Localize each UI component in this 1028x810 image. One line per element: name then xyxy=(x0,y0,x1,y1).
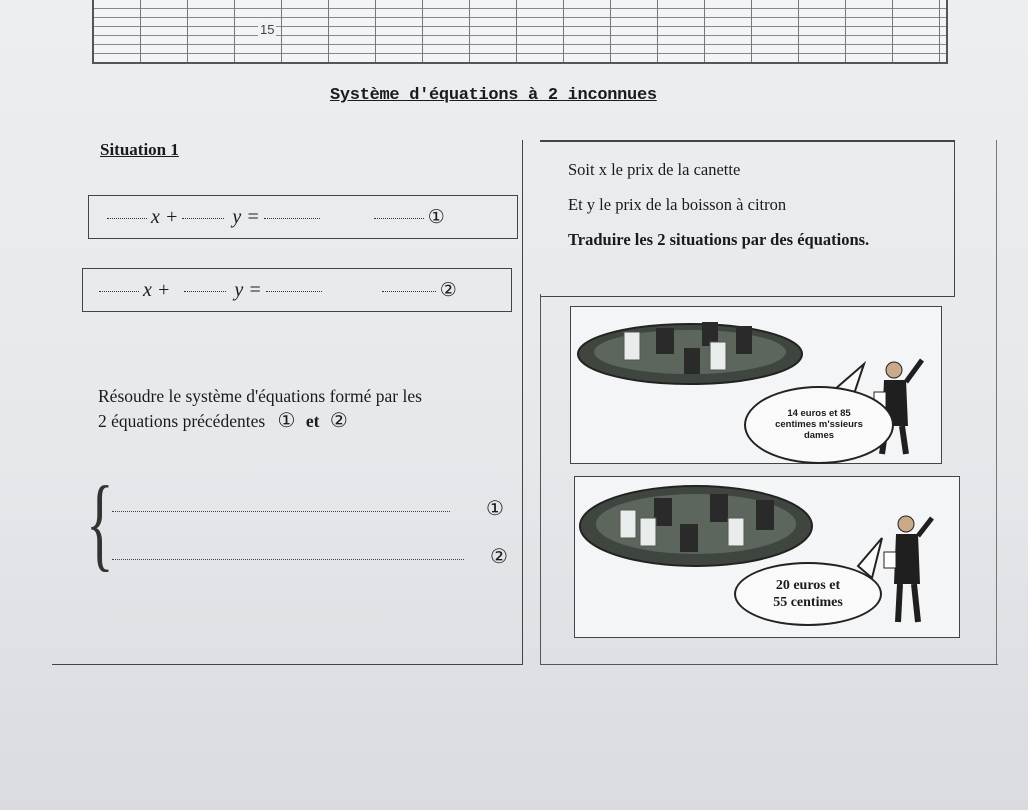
bubble-2-line-2: 55 centimes xyxy=(773,595,843,610)
glass-icon xyxy=(620,510,636,538)
definition-x: Soit x le prix de la canette xyxy=(568,160,741,179)
bubble-2-line-1: 20 euros et xyxy=(775,578,841,593)
right-frame-left xyxy=(540,294,541,664)
system-brace: { xyxy=(86,464,114,581)
can-icon xyxy=(654,498,672,526)
blank-coef-x-2[interactable] xyxy=(99,289,139,292)
glass-icon xyxy=(624,332,640,360)
blank-coef-y-1[interactable] xyxy=(182,216,224,219)
definition-y: Et y le prix de la boisson à citron xyxy=(568,195,787,214)
solve-line-2-prefix: 2 équations précédentes xyxy=(98,411,266,431)
solve-instruction xyxy=(98,384,528,434)
blank-extra-1[interactable] xyxy=(374,216,424,219)
glass-icon xyxy=(710,342,726,370)
system-line-1[interactable] xyxy=(112,510,450,512)
solve-marker-1: ① xyxy=(277,410,296,432)
grid-table-strip xyxy=(92,0,948,64)
blank-coef-y-2[interactable] xyxy=(184,289,226,292)
system-marker-2: ② xyxy=(490,546,508,568)
solve-line-1: Résoudre le système d'équations formé par les xyxy=(98,386,422,406)
can-icon xyxy=(736,326,752,354)
bubble-1-line-3: dames xyxy=(803,430,835,441)
blank-coef-x-1[interactable] xyxy=(107,216,147,219)
equation-marker-1: ① xyxy=(427,206,445,228)
situation-heading: Situation 1 xyxy=(100,140,179,159)
bubble-1-line-1: 14 euros et 85 xyxy=(787,408,851,419)
system-line-2[interactable] xyxy=(112,558,464,560)
page-title: Système d'équations à 2 inconnues xyxy=(330,86,657,105)
eq1-x-term: x + xyxy=(151,205,179,228)
can-icon xyxy=(680,524,698,552)
price-bubble-2 xyxy=(734,562,882,626)
eq1-y-term: y = xyxy=(232,205,260,228)
can-icon xyxy=(684,348,700,374)
blank-result-1[interactable] xyxy=(264,216,320,219)
translate-instruction: Traduire les 2 situations par des équations. xyxy=(568,230,870,249)
equation-box-1 xyxy=(88,195,518,239)
can-icon xyxy=(710,494,728,522)
solve-et: et xyxy=(305,411,320,431)
right-frame-bottom xyxy=(540,664,998,665)
eq2-y-term: y = xyxy=(234,278,262,301)
right-frame-right xyxy=(996,140,997,664)
blank-extra-2[interactable] xyxy=(382,289,436,292)
bubble-1-line-2: centimes m'ssieurs xyxy=(775,419,863,430)
equation-marker-2: ② xyxy=(439,279,457,301)
price-bubble-1 xyxy=(744,386,894,464)
can-icon xyxy=(656,328,674,354)
equation-box-2 xyxy=(82,268,512,312)
solve-line-2 xyxy=(98,409,528,434)
blank-result-2[interactable] xyxy=(266,289,322,292)
solve-marker-2: ② xyxy=(329,410,348,432)
glass-icon xyxy=(640,518,656,546)
waiter-icon xyxy=(884,516,932,622)
eq2-x-term: x + xyxy=(143,278,171,301)
can-icon xyxy=(756,500,774,530)
grid-number: 15 xyxy=(260,22,275,37)
glass-icon xyxy=(728,518,744,546)
system-marker-1: ① xyxy=(486,498,504,520)
